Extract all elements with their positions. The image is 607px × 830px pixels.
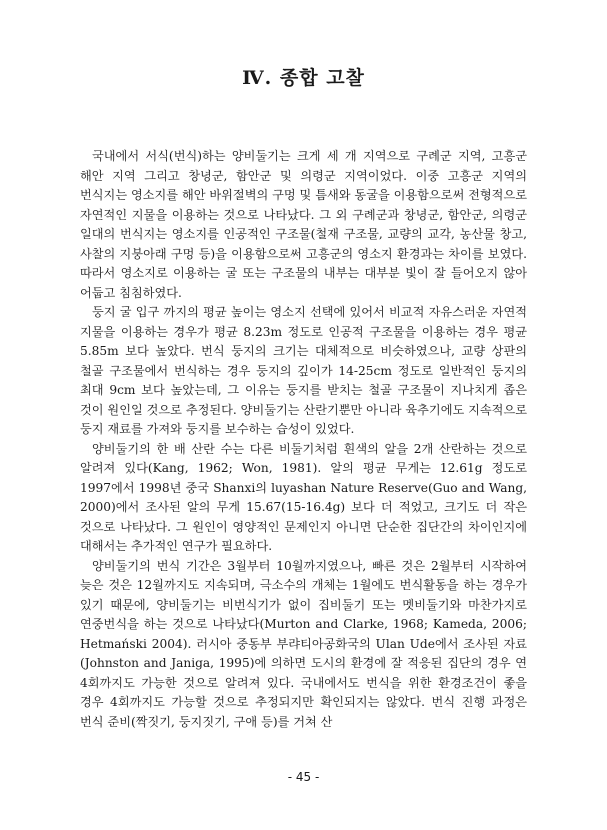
- body-text: [80, 147, 527, 732]
- section-title: Ⅳ. 종합 고찰: [242, 67, 365, 89]
- paragraph-4: 양비둘기의 번식 기간은 3월부터 10월까지였으나, 빠른 것은 2월부터 시작하여 늦은 것은 12월까지도 지속되며, 극소수의 개체는 1월에도 번식활동을 하는 경우가 있기 때문에, 양비둘기는 비번식기가 없이 집비둘기 또는 멧비둘기와 마찬가지로 연중번식을 하는 것으로 나타났다(Murton and Clarke, 1968; Kameda, 2006; Hetmański 2004). 러시아 중동부 부랴티아공화국의 Ulan Ude에서 조사된 자료(Johnston and Janiga, 1995)에 의하면 도시의 환경에 잘 적응된 집단의 경우 연 4회까지도 가능한 것으로 알려져 있다. 국내에서도 번식을 위한 환경조건이 좋을 경우 4회까지도 가능할 것으로 추정되지만 확인되지는 않았다. 번식 진행 과정은 번식 준비(짝짓기, 둥지짓기, 구애 등)를 거쳐 산: [80, 558, 527, 729]
- page-number: - 45 -: [287, 770, 320, 784]
- paragraph-2: 둥지 굴 입구 까지의 평균 높이는 영소지 선택에 있어서 비교적 자유스러운 자연적 지물을 이용하는 경우가 평균 8.23m 정도로 인공적 구조물을 이용하는 경우 평균 5.85m 보다 높았다. 번식 둥지의 크기는 대체적으로 비슷하였으나, 교량 상판의 철골 구조물에서 번식하는 경우 둥지의 깊이가 14-25cm 정도로 일반적인 둥지의 최대 9cm 보다 높았는데, 그 이유는 둥지를 받치는 철골 구조물이 지나치게 좁은 것이 원인일 것으로 추정된다. 양비둘기는 산란기뿐만 아니라 육추기에도 지속적으로 둥지 재료를 가져와 둥지를 보수하는 습성이 있었다.: [80, 305, 527, 436]
- paragraph-1: 국내에서 서식(번식)하는 양비둘기는 크게 세 개 지역으로 구례군 지역, 고흥군 해안 지역 그리고 창녕군, 함안군 및 의령군 지역이었다. 이중 고흥군 지역의 번식지는 영소지를 해안 바위절벽의 구멍 및 틈새와 동굴을 이용함으로써 전형적으로 자연적인 지물을 이용하는 것으로 나타났다. 그 외 구례군과 창녕군, 함안군, 의령군 일대의 번식지는 영소지를 인공적인 구조물(철재 구조물, 교량의 교각, 농산물 창고, 사찰의 지붕아래 구멍 등)을 이용함으로써 고흥군의 영소지 환경과는 차이를 보였다. 따라서 영소지로 이용하는 굴 또는 구조물의 내부는 대부분 빛이 잘 들어오지 않아 어둡고 침침하였다.: [80, 149, 527, 300]
- paragraph-3: 양비둘기의 한 배 산란 수는 다른 비둘기처럼 흰색의 알을 2개 산란하는 것으로 알려져 있다(Kang, 1962; Won, 1981). 알의 평균 무게는 12.61g 정도로 1997에서 1998년 중국 Shanxi의 luyashan Nature Reserve(Guo and Wang, 2000)에서 조사된 알의 무게 15.67(15-16.4g) 보다 더 적었고, 크기도 더 작은 것으로 나타났다. 그 원인이 영양적인 문제인지 아니면 단순한 집단간의 차이인지에 대해서는 추가적인 연구가 필요하다.: [80, 441, 527, 553]
